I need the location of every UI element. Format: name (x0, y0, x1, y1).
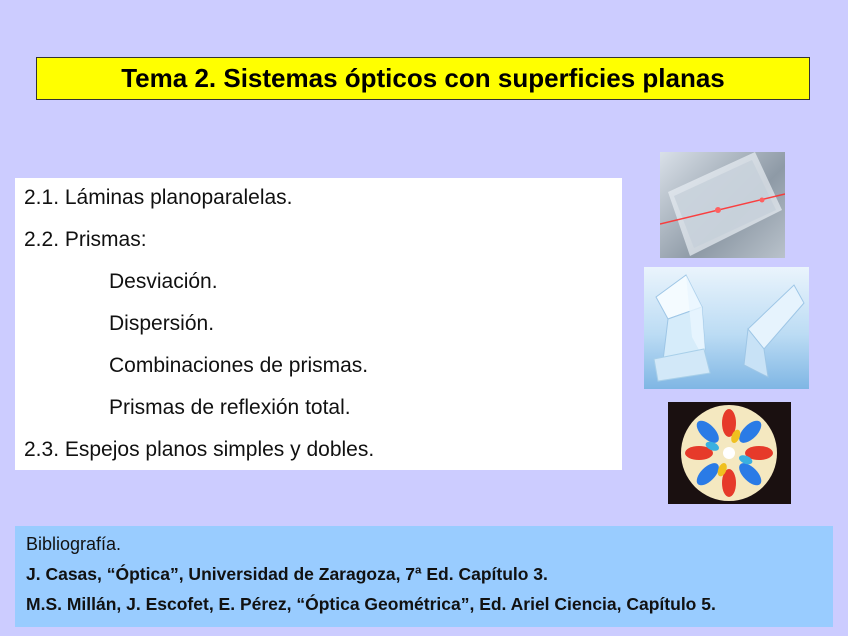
bibliography-entry: J. Casas, “Óptica”, Universidad de Zaragoza, 7ª Ed. Capítulo 3. (26, 564, 548, 584)
outline-subitem: Combinaciones de prismas. (109, 354, 369, 377)
prisms-photo (644, 267, 809, 389)
outline-subitem: Dispersión. (109, 312, 215, 335)
outline-subitem: Desviación. (109, 270, 218, 293)
slide-title-box (36, 57, 810, 100)
glass-plate-photo (660, 152, 785, 258)
topic-outline (15, 178, 622, 470)
outline-item: 2.3. Espejos planos simples y dobles. (24, 438, 375, 461)
outline-subitem: Prismas de reflexión total. (109, 396, 351, 419)
bibliography-heading: Bibliografía. (26, 534, 122, 554)
kaleidoscope-photo (668, 402, 791, 504)
outline-item: 2.2. Prismas: (24, 228, 147, 251)
outline-item: 2.1. Láminas planoparalelas. (24, 186, 293, 209)
slide-title: Tema 2. Sistemas ópticos con superficies planas (121, 63, 725, 93)
bibliography-entry: M.S. Millán, J. Escofet, E. Pérez, “Óptica Geométrica”, Ed. Ariel Ciencia, Capítulo 5. (26, 594, 716, 614)
bibliography-box (15, 526, 833, 627)
